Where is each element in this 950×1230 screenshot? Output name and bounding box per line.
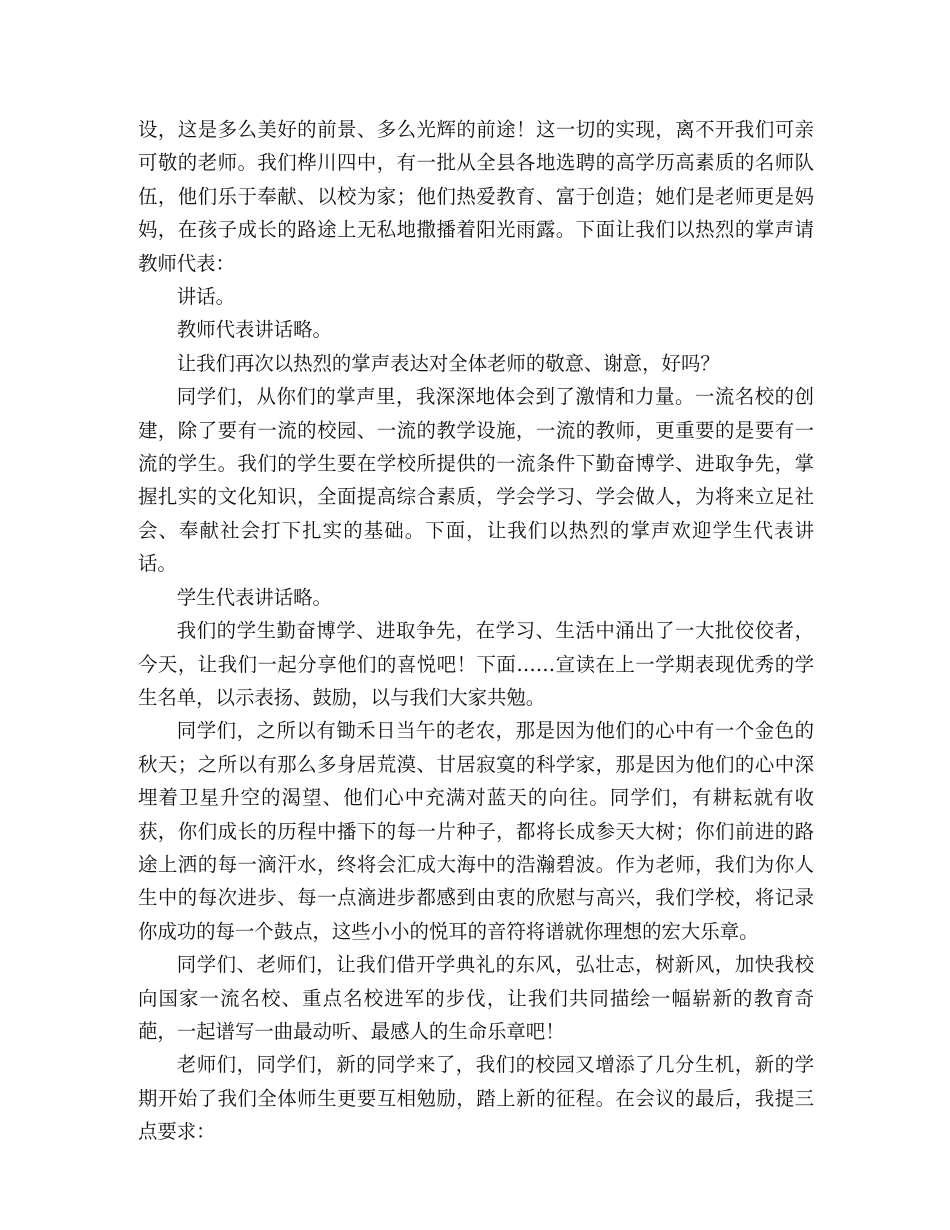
paragraph-9: 同学们、老师们，让我们借开学典礼的东风，弘壮志，树新风，加快我校向国家一流名校、重点名校进军的步伐，让我们共同描绘一幅崭新的教育奇葩，一起谱写一曲最动听、最感人的生命乐章吧！ [138, 953, 814, 1043]
document-body [138, 113, 814, 1149]
paragraph-5: 同学们，从你们的掌声里，我深深地体会到了激情和力量。一流名校的创建，除了要有一流的校园、一流的教学设施，一流的教师，更重要的是要有一流的学生。我们的学生要在学校所提供的一流条件下勤奋博学、进取争先，掌握扎实的文化知识，全面提高综合素质，学会学习、学会做人，为将来立足社会、奉献社会打下扎实的基础。下面，让我们以热烈的掌声欢迎学生代表讲话。 [138, 385, 814, 576]
paragraph-3: 教师代表讲话略。 [176, 318, 332, 342]
paragraph-10: 老师们，同学们，新的同学来了，我们的校园又增添了几分生机，新的学期开始了我们全体师生更要互相勉励，踏上新的征程。在会议的最后，我提三点要求： [138, 1053, 814, 1144]
paragraph-1: 设，这是多么美好的前景、多么光辉的前途！这一切的实现，离不开我们可亲可敬的老师。我们桦川四中，有一批从全县各地选聘的高学历高素质的名师队伍，他们乐于奉献、以校为家；他们热爱教育、富于创造；她们是老师更是妈妈，在孩子成长的路途上无私地撒播着阳光雨露。下面让我们以热烈的掌声请教师代表： [138, 118, 814, 275]
paragraph-4: 让我们再次以热烈的掌声表达对全体老师的敬意、谢意，好吗？ [176, 351, 720, 375]
paragraph-2: 讲话。 [176, 285, 235, 309]
paragraph-7: 我们的学生勤奋博学、进取争先，在学习、生活中涌出了一大批佼佼者，今天，让我们一起分享他们的喜悦吧！下面……宣读在上一学期表现优秀的学生名单，以示表扬、鼓励，以与我们大家共勉。 [138, 619, 814, 709]
paragraph-8: 同学们，之所以有锄禾日当午的老农，那是因为他们的心中有一个金色的秋天；之所以有那么多身居荒漠、甘居寂寞的科学家，那是因为他们的心中深埋着卫星升空的渴望、他们心中充满对蓝天的向往。同学们，有耕耘就有收获，你们成长的历程中播下的每一片种子，都将长成参天大树；你们前进的路途上洒的每一滴汗水，终将会汇成大海中的浩瀚碧波。作为老师，我们为你人生中的每次进步、每一点滴进步都感到由衷的欣慰与高兴，我们学校，将记录你成功的每一个鼓点，这些小小的悦耳的音符将谱就你理想的宏大乐章。 [138, 719, 814, 943]
paragraph-6: 学生代表讲话略。 [176, 585, 332, 609]
